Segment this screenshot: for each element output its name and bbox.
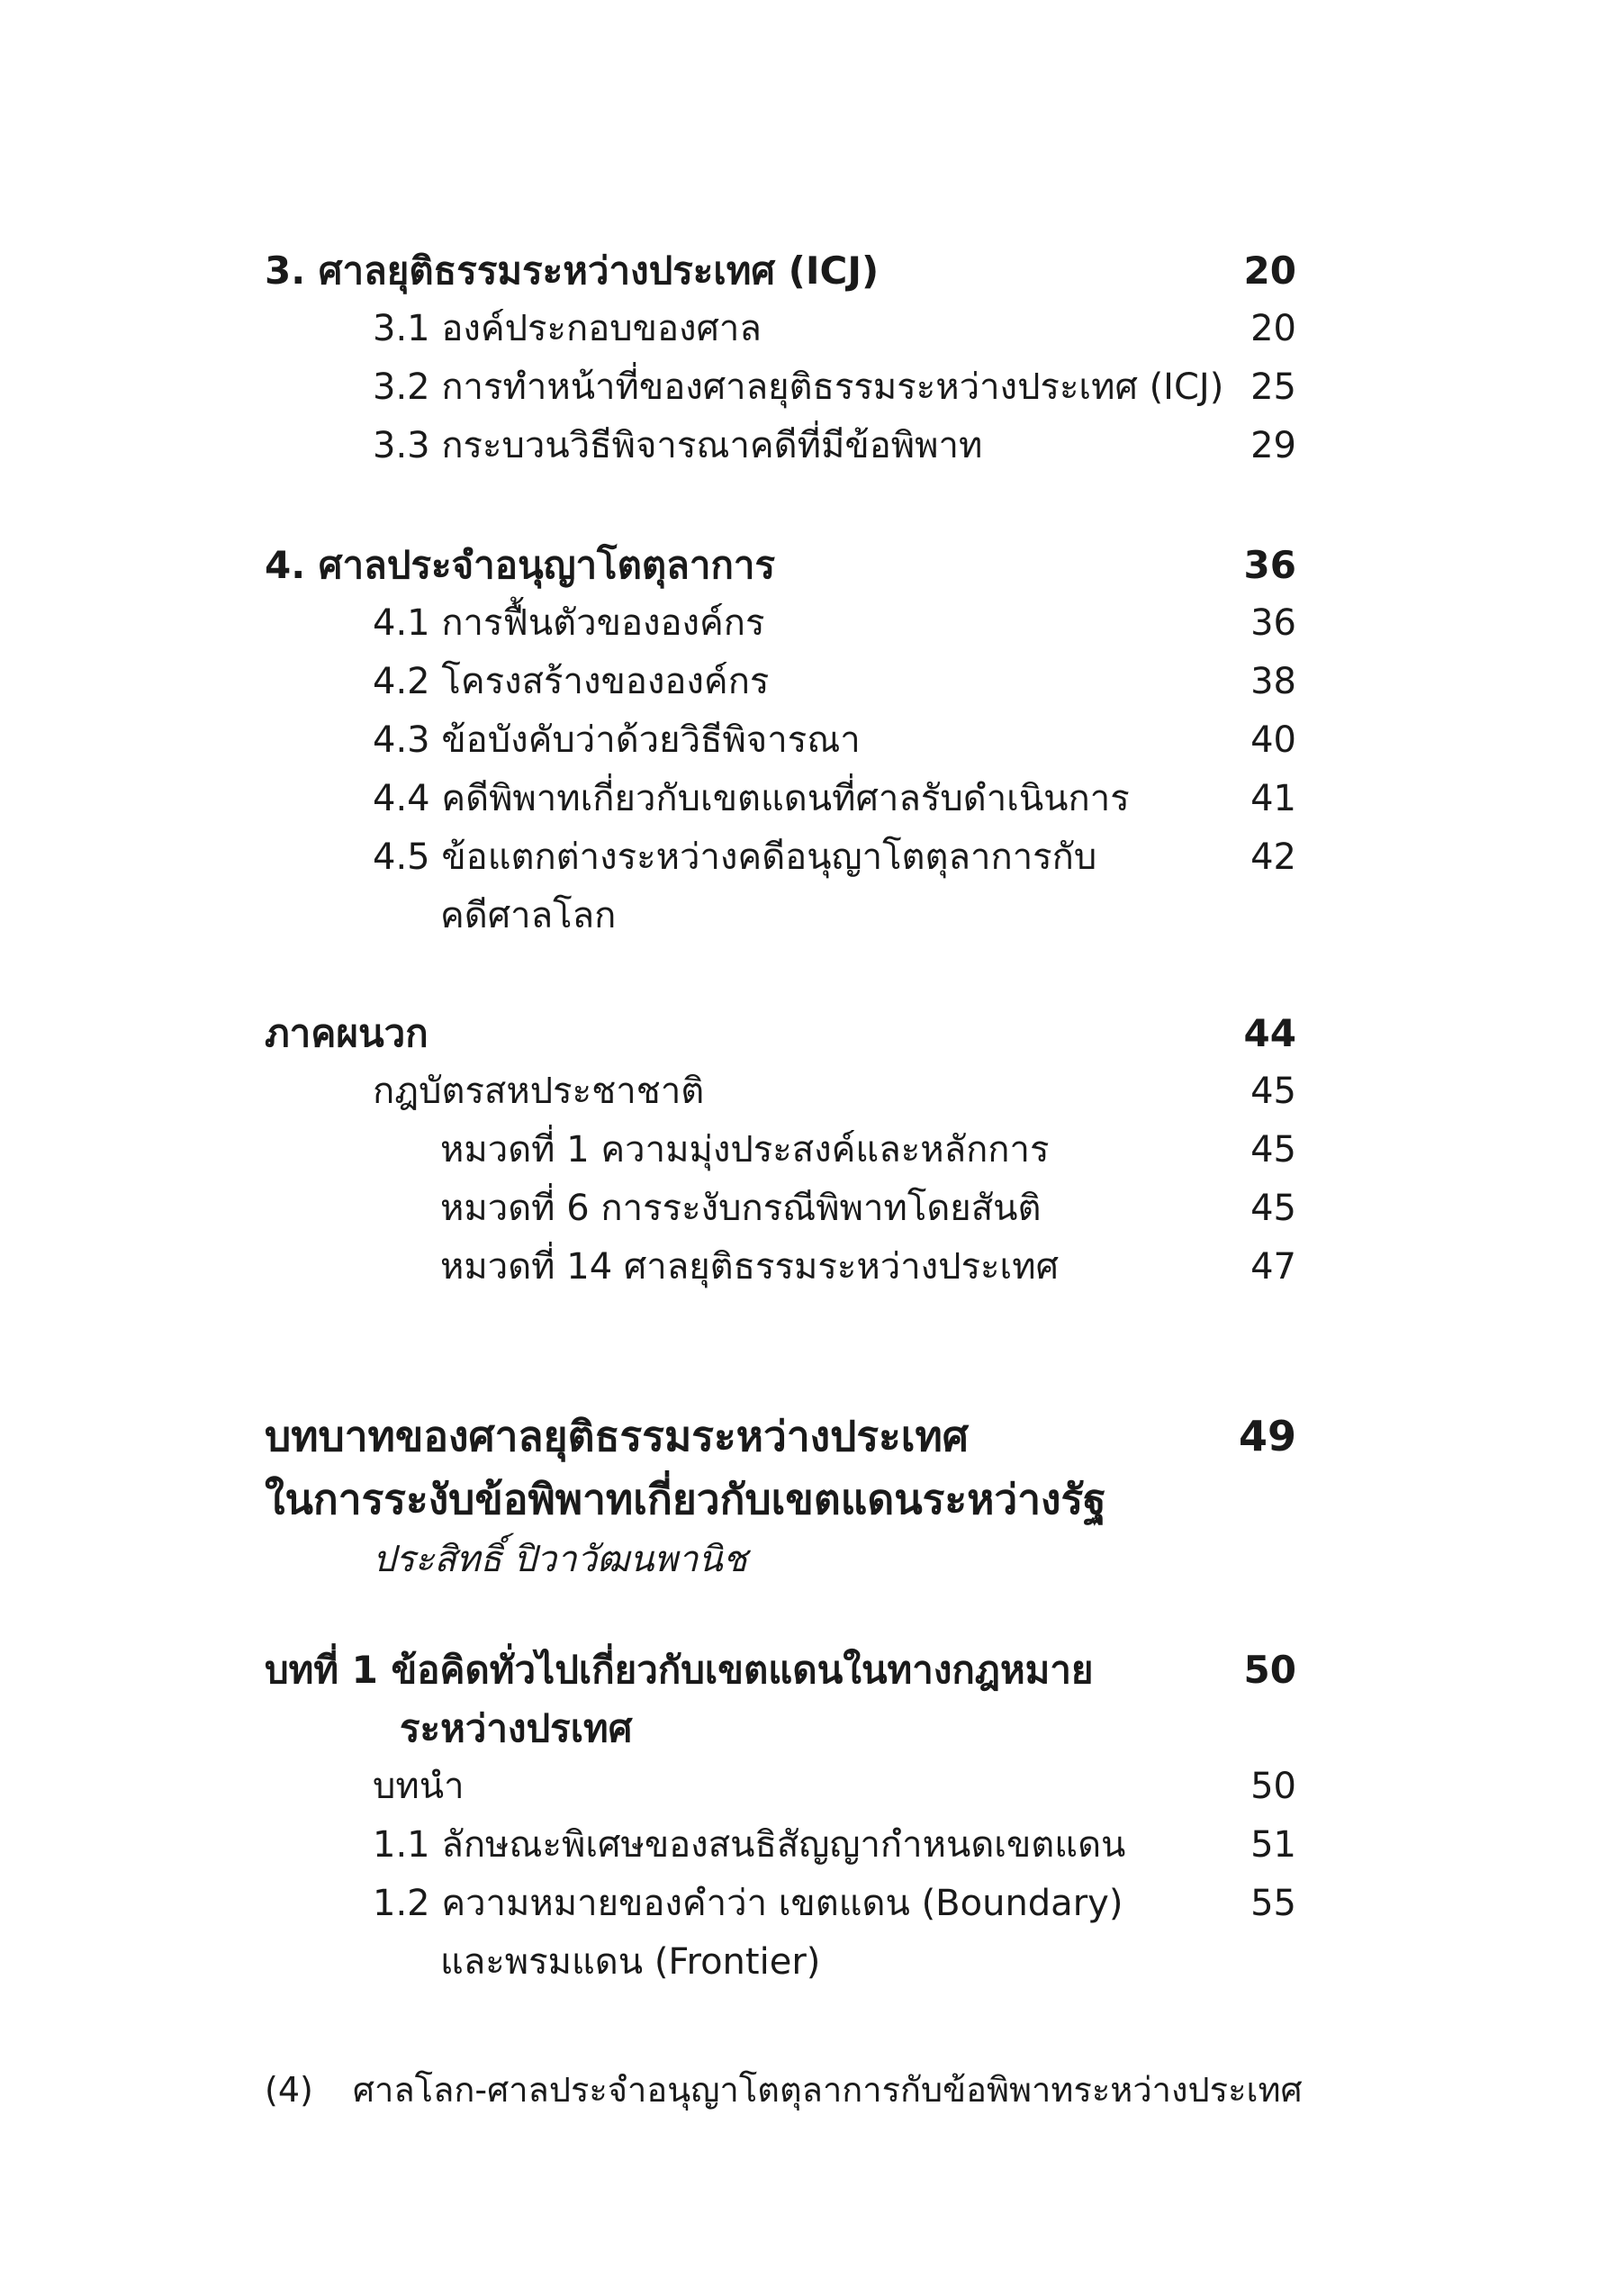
toc-item-label: 4.2 โครงสร้างขององค์กร [373, 661, 770, 702]
toc-item-page: 55 [1250, 1883, 1296, 1924]
toc-heading-page: 20 [1243, 249, 1296, 293]
article-title-line2 [265, 1468, 1300, 1531]
article-page: 49 [1238, 1412, 1296, 1460]
toc-item-label: 1.1 ลักษณะพิเศษของสนธิสัญญากำหนดเขตแดน [373, 1824, 1126, 1866]
toc-article [265, 1405, 1300, 1589]
toc-heading-title: บทที่ 1 ข้อคิดทั่วไปเกี่ยวกับเขตแดนในทางกฎหมาย [265, 1648, 1094, 1692]
toc-section-3 [265, 241, 1300, 475]
toc-item-label: 3.2 การทำหน้าที่ของศาลยุติธรรมระหว่างประเทศ (ICJ) [373, 366, 1224, 408]
toc-heading-page: 50 [1243, 1648, 1296, 1692]
toc-heading-page: 44 [1243, 1011, 1296, 1055]
toc-heading-page: 36 [1243, 543, 1296, 587]
toc-item-page: 45 [1250, 1071, 1296, 1112]
toc-heading [265, 536, 1300, 594]
toc-item-label: 3.1 องค์ประกอบของศาล [373, 308, 762, 349]
toc-item [265, 1062, 1300, 1121]
toc-item-label: 1.2 ความหมายของคำว่า เขตแดน (Boundary) [373, 1883, 1123, 1924]
toc-subitem-label: หมวดที่ 6 การระงับกรณีพิพาทโดยสันติ [440, 1188, 1042, 1229]
toc-item [265, 711, 1300, 770]
toc-item-page: 20 [1250, 308, 1296, 349]
toc-item [265, 358, 1300, 417]
article-author: ประสิทธิ์ ปิวาวัฒนพานิช [373, 1539, 747, 1580]
toc-heading-continuation [265, 1699, 1300, 1758]
toc-item [265, 1875, 1300, 1933]
toc-item-page: 50 [1250, 1766, 1296, 1807]
toc-item-continuation [265, 887, 1300, 945]
toc-item-label: กฎบัตรสหประชาชาติ [373, 1071, 705, 1112]
toc-item-label: 4.3 ข้อบังคับว่าด้วยวิธีพิจารณา [373, 719, 861, 761]
toc-item-page: 38 [1250, 661, 1296, 702]
toc-heading-title: 4. ศาลประจำอนุญาโตตุลาการ [265, 543, 776, 587]
toc-heading [265, 241, 1300, 300]
toc-subitem [265, 1238, 1300, 1297]
toc-item [265, 300, 1300, 358]
toc-subitem [265, 1121, 1300, 1180]
toc-item-label: 4.5 ข้อแตกต่างระหว่างคดีอนุญาโตตุลาการกับ [373, 836, 1097, 878]
toc-item [265, 594, 1300, 653]
article-title-text: ในการระงับข้อพิพาทเกี่ยวกับเขตแดนระหว่างรัฐ [265, 1475, 1106, 1523]
toc-subitem [265, 1180, 1300, 1238]
toc-item [265, 417, 1300, 475]
article-title-line1 [265, 1405, 1300, 1468]
toc-item [265, 828, 1300, 887]
toc-item-label: 3.3 กระบวนวิธีพิจารณาคดีที่มีข้อพิพาท [373, 425, 983, 466]
toc-item-label-cont: คดีศาลโลก [440, 895, 617, 936]
toc-item-page: 25 [1250, 366, 1296, 408]
toc-subitem-label: หมวดที่ 14 ศาลยุติธรรมระหว่างประเทศ [440, 1246, 1059, 1288]
toc-item [265, 770, 1300, 828]
toc-item-page: 36 [1250, 602, 1296, 644]
toc-item-page: 40 [1250, 719, 1296, 761]
toc-item [265, 1758, 1300, 1816]
footer-running-title: ศาลโลก-ศาลประจำอนุญาโตตุลาการกับข้อพิพาทระหว่างประเทศ [352, 2070, 1303, 2110]
toc-section-appendix [265, 1004, 1300, 1297]
toc-subitem-label: หมวดที่ 1 ความมุ่งประสงค์และหลักการ [440, 1129, 1050, 1171]
toc-chapter-1 [265, 1641, 1300, 1992]
toc-heading-title: 3. ศาลยุติธรรมระหว่างประเทศ (ICJ) [265, 249, 880, 293]
toc-item-label: 4.1 การฟื้นตัวขององค์กร [373, 602, 765, 644]
toc-heading [265, 1004, 1300, 1062]
toc-item-label: บทนำ [373, 1766, 465, 1807]
toc-heading [265, 1641, 1300, 1699]
toc-heading-title-cont: ระหว่างปรเทศ [400, 1706, 633, 1750]
article-title-text: บทบาทของศาลยุติธรรมระหว่างประเทศ [265, 1412, 969, 1460]
toc-item [265, 1816, 1300, 1875]
toc-item-page: 29 [1250, 425, 1296, 466]
toc-item-continuation [265, 1933, 1300, 1992]
toc-subitem-page: 47 [1250, 1246, 1296, 1288]
toc-item-label: 4.4 คดีพิพาทเกี่ยวกับเขตแดนที่ศาลรับดำเนินการ [373, 778, 1130, 819]
toc-item [265, 653, 1300, 711]
toc-item-label-cont: และพรมแดน (Frontier) [440, 1941, 821, 1983]
toc-section-4 [265, 536, 1300, 945]
toc-heading-title: ภาคผนวก [265, 1011, 429, 1055]
toc-item-page: 41 [1250, 778, 1296, 819]
toc-item-page: 42 [1250, 836, 1296, 878]
toc-subitem-page: 45 [1250, 1188, 1296, 1229]
toc-item-page: 51 [1250, 1824, 1296, 1866]
footer-page-number: (4) [265, 2070, 313, 2110]
toc-subitem-page: 45 [1250, 1129, 1296, 1171]
running-footer [265, 2062, 1303, 2117]
